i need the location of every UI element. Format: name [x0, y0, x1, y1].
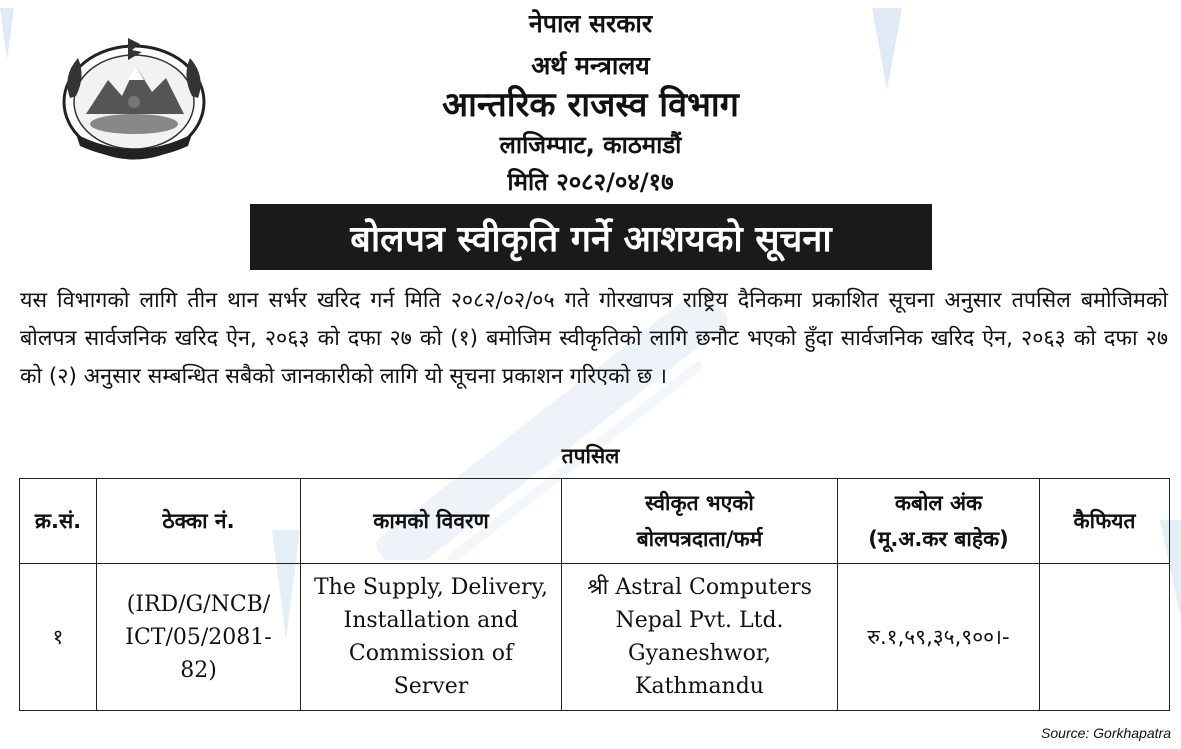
header-remarks: कैफियत [1040, 479, 1170, 564]
cell-remarks [1040, 564, 1170, 711]
header-address: लाजिम्पाट, काठमाडौं [499, 131, 682, 159]
details-table [19, 478, 1170, 711]
header-bidder [562, 479, 838, 564]
header-contract-no: ठेक्का नं. [97, 479, 301, 564]
description-line: Installation and [343, 608, 519, 633]
cell-description [301, 564, 562, 711]
notice-body: यस विभागको लागि तीन थान सर्भर खरिद गर्न मिति २०८२/०२/०५ गते गोरखापत्र राष्ट्रिय दैनिकमा प्रकाशित सूचना अनुसार तपसिल बमोजिमको बोलपत्र सार्वजनिक खरिद ऐन, २०६३ को दफा २७ को (१) बमोजिम स्वीकृतिको लागि छनौट भएको हुँदा सार्वजनिक खरिद ऐन, २०६३ को दफा २७ को (२) अनुसार सम्बन्धित सबैको जानकारीको लागि यो सूचना प्रकाशन गरिएको छ । [20, 288, 1168, 389]
header-bidder-line1: स्वीकृत भएको [645, 491, 754, 515]
header-amount [838, 479, 1040, 564]
notice-title: बोलपत्र स्वीकृति गर्ने आशयको सूचना [250, 204, 932, 270]
bidder-line: Gyaneshwor, [628, 641, 771, 666]
cell-amount: रु.१,५९,३५,९००।- [838, 564, 1040, 711]
header-ministry: अर्थ मन्त्रालय [531, 51, 650, 80]
table-header-row [20, 479, 1170, 564]
description-line: Commission of [348, 641, 514, 666]
header-bidder-line2: बोलपत्रदाता/फर्म [636, 527, 763, 551]
table-title: तपसिल [561, 444, 620, 468]
cell-sn: १ [20, 564, 97, 711]
bidder-line: Nepal Pvt. Ltd. [615, 608, 784, 633]
header-amount-line1: कबोल अंक [894, 491, 983, 515]
header-department: आन्तरिक राजस्व विभाग [442, 85, 739, 125]
bidder-line: Kathmandu [635, 674, 764, 699]
header-description: कामको विवरण [301, 479, 562, 564]
bidder-line: श्री Astral Computers [587, 575, 812, 600]
source-credit: Source: Gorkhapatra [1041, 725, 1171, 741]
table-row [20, 564, 1170, 711]
description-line: Server [393, 674, 469, 699]
contract-no-line: (IRD/G/NCB/ [126, 591, 271, 617]
description-line: The Supply, Delivery, [314, 575, 548, 600]
cell-bidder [562, 564, 838, 711]
cell-contract-no [97, 564, 301, 711]
contract-no-line: 82) [180, 657, 217, 683]
header-amount-line2: (मू.अ.कर बाहेक) [868, 527, 1009, 551]
header-sn: क्र.सं. [20, 479, 97, 564]
header-government: नेपाल सरकार [528, 9, 653, 38]
contract-no-line: ICT/05/2081- [125, 624, 272, 650]
header-date: मिति २०८२/०४/१७ [507, 168, 674, 196]
